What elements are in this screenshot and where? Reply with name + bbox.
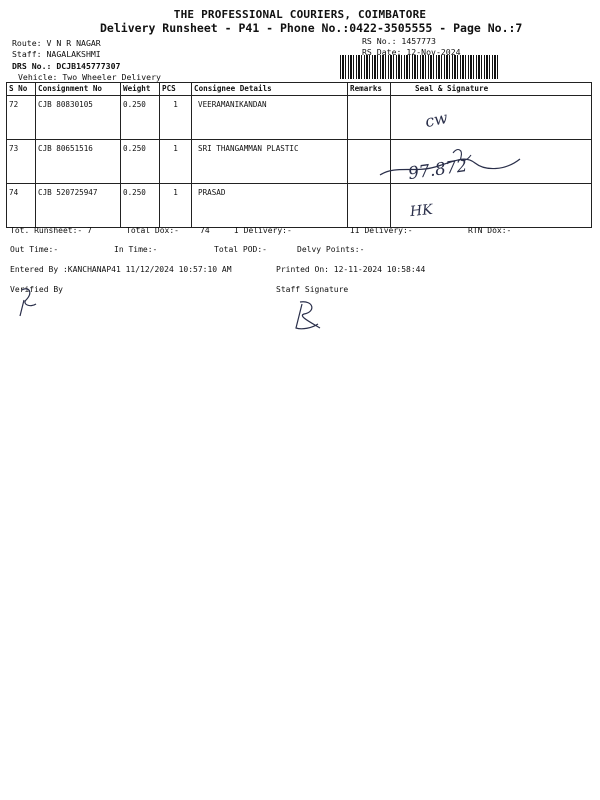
row-sno: 74: [7, 184, 36, 228]
row-signature-cell: [391, 96, 592, 140]
row-remarks: [348, 184, 391, 228]
col-consignee: Consignee Details: [192, 83, 348, 96]
rs-date-label: RS Date: 12-Nov-2024: [362, 47, 461, 57]
total-dox-label: Total Dox:-: [126, 226, 179, 235]
staff-signature-mark: [290, 298, 330, 334]
col-remarks: Remarks: [348, 83, 391, 96]
row-pcs: 1: [160, 184, 192, 228]
vehicle-label: Vehicle: Two Wheeler Delivery: [18, 72, 161, 82]
company-title: THE PROFESSIONAL COURIERS, COIMBATORE: [173, 8, 427, 21]
signature-scribble: [375, 145, 525, 185]
route-label: Route: V N R NAGAR: [12, 38, 101, 48]
row-pcs: 1: [160, 96, 192, 140]
staff-signature-label: Staff Signature: [276, 285, 349, 294]
table-row: [7, 96, 592, 140]
row-consignee: SRI THANGAMMAN PLASTIC: [192, 140, 348, 184]
row-sno: 72: [7, 96, 36, 140]
handwritten-signature-row1: cw: [423, 107, 450, 132]
rtn-dox-label: RTN Dox:-: [468, 226, 512, 235]
verified-by-label: Verified By: [10, 285, 63, 294]
table-header-row: [7, 83, 592, 96]
total-pod-label: Total POD:-: [214, 245, 267, 254]
in-time-label: In Time:-: [114, 245, 158, 254]
rs-no-label: RS No.: 1457773: [362, 36, 436, 46]
row-weight: 0.250: [121, 96, 160, 140]
row-sno: 73: [7, 140, 36, 184]
row-weight: 0.250: [121, 140, 160, 184]
ii-delivery-label: II Delivery:-: [350, 226, 413, 235]
row-consignment: CJB 520725947: [36, 184, 121, 228]
table-row: [7, 184, 592, 228]
row-remarks: [348, 96, 391, 140]
row-pcs: 1: [160, 140, 192, 184]
handwritten-signature-row2: 97.872: [406, 155, 469, 185]
row-consignee: PRASAD: [192, 184, 348, 228]
col-seal-signature: Seal & Signature: [391, 83, 592, 96]
drs-label: DRS No.: DCJB145777307: [12, 61, 121, 71]
row-consignee: VEERAMANIKANDAN: [192, 96, 348, 140]
total-dox-value: 74: [200, 226, 210, 235]
col-consignment: Consignment No: [36, 83, 121, 96]
barcode: [340, 55, 500, 79]
entered-by: Entered By :KANCHANAP41 11/12/2024 10:57:10 AM: [10, 265, 232, 274]
delvy-points-label: Delvy Points:-: [297, 245, 365, 254]
handwritten-signature-row3: HK: [409, 201, 434, 221]
tot-runsheet: Tot. Runsheet:- 7: [10, 226, 92, 235]
row-consignment: CJB 80830105: [36, 96, 121, 140]
col-pcs: PCS: [160, 83, 192, 96]
verifier-signature-mark: [12, 282, 52, 320]
out-time-label: Out Time:-: [10, 245, 59, 254]
row-consignment: CJB 80651516: [36, 140, 121, 184]
col-weight: Weight: [121, 83, 160, 96]
i-delivery-label: I Delivery:-: [234, 226, 292, 235]
row-weight: 0.250: [121, 184, 160, 228]
staff-label: Staff: NAGALAKSHMI: [12, 49, 101, 59]
runsheet-title: Delivery Runsheet - P41 - Phone No.:0422-3505555 - Page No.:7: [100, 21, 523, 35]
col-sno: S No: [7, 83, 36, 96]
printed-on: Printed On: 12-11-2024 10:58:44: [276, 265, 426, 274]
